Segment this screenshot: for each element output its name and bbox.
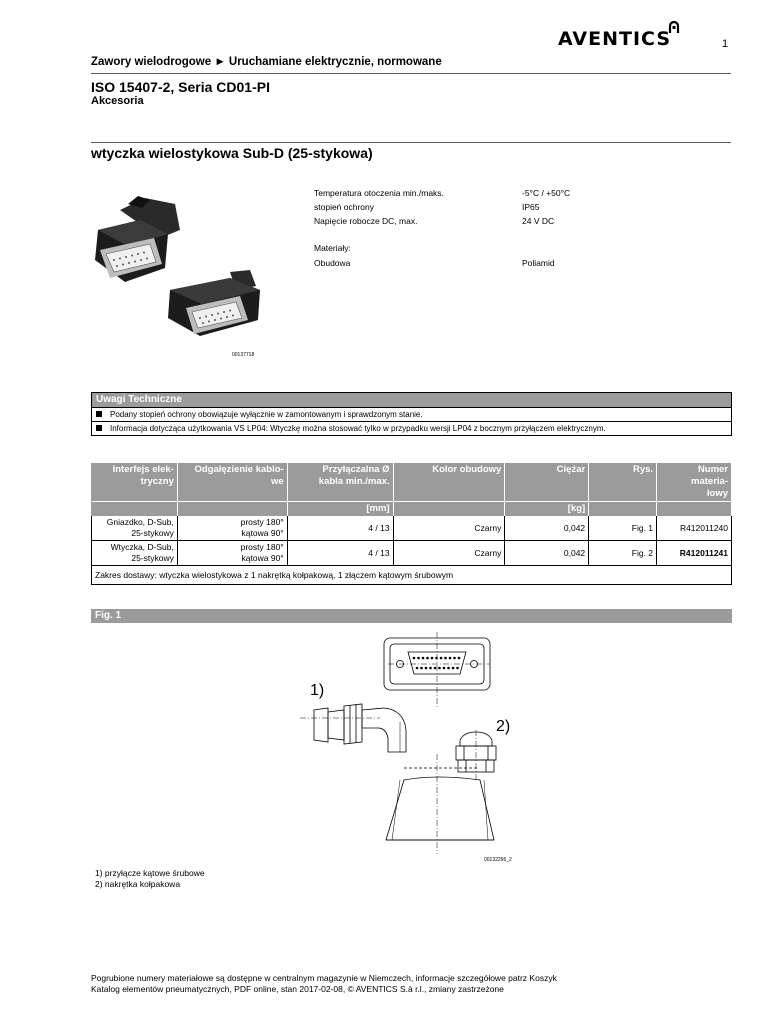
unit-cell <box>393 502 505 517</box>
note-item <box>92 407 731 421</box>
logo-mark-icon <box>668 20 680 34</box>
unit-cell <box>657 502 732 517</box>
col-header: Interfejs elek- tryczny <box>92 463 178 502</box>
spec-label: Napięcie robocze DC, max. <box>314 216 418 226</box>
footer-line-2: Katalog elementów pneumatycznych, PDF online, stan 2017-02-08, © AVENTICS S.à r.l., zmiany zastrzeżone <box>91 984 504 994</box>
aventics-logo: AVENTICS <box>558 28 672 50</box>
unit-cell: [kg] <box>505 502 589 517</box>
material-label: Obudowa <box>314 258 351 268</box>
color-cell: Czarny <box>393 516 505 541</box>
cable-cell: 4 / 13 <box>287 516 393 541</box>
spec-value: 24 V DC <box>522 216 555 226</box>
fig-cell: Fig. 1 <box>589 516 657 541</box>
table-footnote: Zakres dostawy: wtyczka wielostykowa z 1 nakrętką kołpakową, 1 złączem kątowym śrubowym <box>92 566 732 585</box>
breadcrumb: Zawory wielodrogowe ► Uruchamiane elektrycznie, normowane <box>91 56 442 68</box>
outlet-cell: prosty 180° kątowa 90° <box>177 516 287 541</box>
technical-drawing <box>300 630 530 855</box>
figure-image-id: 00132296_2 <box>484 857 512 863</box>
spec-label: Temperatura otoczenia min./maks. <box>314 188 444 198</box>
callout-1: 1) <box>310 682 325 699</box>
unit-cell <box>177 502 287 517</box>
color-cell: Czarny <box>393 541 505 566</box>
cable-cell: 4 / 13 <box>287 541 393 566</box>
spec-value: -5°C / +50°C <box>522 188 571 198</box>
col-header: Odgałęzienie kablo- we <box>177 463 287 502</box>
fig-cell: Fig. 2 <box>589 541 657 566</box>
note-text: Informacja dotycząca użytkowania VS LP04: Wtyczkę można stosować tylko w przypadku wersji LP04 z bocznym przyłączem elektrycznym. <box>110 424 606 433</box>
bullet-icon <box>96 425 102 431</box>
page-number: 1 <box>722 38 729 50</box>
col-header: Numer materia- łowy <box>657 463 732 502</box>
weight-cell: 0,042 <box>505 541 589 566</box>
product-image-id: 00137718 <box>232 352 255 358</box>
footer-line-1: Pogrubione numery materiałowe są dostępne w centralnym magazynie w Niemczech, informacje szczegółowe patrz Koszyk <box>91 973 557 983</box>
note-text: Podany stopień ochrony obowiązuje wyłącznie w zamontowanym i sprawdzonym stanie. <box>110 410 423 419</box>
spec-label: stopień ochrony <box>314 202 375 212</box>
connector-1 <box>95 196 180 282</box>
header-rule <box>91 73 731 74</box>
figure-legend-item: 2) nakrętka kołpakowa <box>95 879 181 889</box>
col-header: Rys. <box>589 463 657 502</box>
materials-heading: Materiały: <box>314 243 351 253</box>
page-subtitle: Akcesoria <box>91 95 144 107</box>
spec-value: IP65 <box>522 202 540 212</box>
material-value: Poliamid <box>522 258 555 268</box>
technical-notes <box>91 392 732 436</box>
product-table <box>91 463 732 585</box>
bullet-icon <box>96 411 102 417</box>
col-header: Kolor obudowy <box>393 463 505 502</box>
technical-notes-heading: Uwagi Techniczne <box>92 393 731 407</box>
interface-cell: Gniazdko, D-Sub, 25-stykowy <box>92 516 178 541</box>
table-row <box>92 541 732 566</box>
note-item <box>92 421 731 435</box>
figure-heading: Fig. 1 <box>91 609 732 623</box>
unit-cell: [mm] <box>287 502 393 517</box>
part-number-cell: R412011240 <box>657 516 732 541</box>
part-number-cell: R412011241 <box>657 541 732 566</box>
connector-2 <box>168 270 260 336</box>
unit-cell <box>92 502 178 517</box>
table-row <box>92 516 732 541</box>
callout-2: 2) <box>496 718 511 735</box>
outlet-cell: prosty 180° kątowa 90° <box>177 541 287 566</box>
figure-legend-item: 1) przyłącze kątowe śrubowe <box>95 868 205 878</box>
col-header: Ciężar <box>505 463 589 502</box>
page-title: ISO 15407-2, Seria CD01-PI <box>91 79 270 95</box>
interface-cell: Wtyczka, D-Sub, 25-stykowy <box>92 541 178 566</box>
product-rule <box>91 142 731 143</box>
product-name: wtyczka wielostykowa Sub-D (25-stykowa) <box>91 145 373 161</box>
weight-cell: 0,042 <box>505 516 589 541</box>
unit-cell <box>589 502 657 517</box>
col-header: Przyłączalna Ø kabla min./max. <box>287 463 393 502</box>
product-photo <box>90 190 270 350</box>
